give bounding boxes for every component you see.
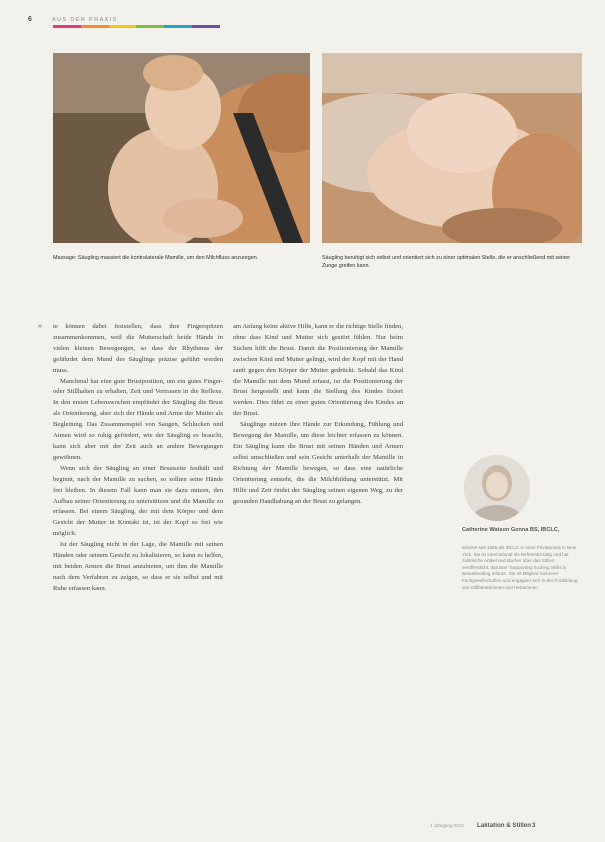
color-bar	[53, 25, 220, 28]
color-bar-segment	[81, 25, 109, 28]
caption-left: Massage: Säugling massiert die kontralaterale Mamille, um den Milchfluss anzuregen.	[53, 255, 259, 261]
color-bar-segment	[192, 25, 220, 28]
paragraph: Manchmal hat eine gute Brustposition, um ein gutes Finger- oder Stillhalten zu erhalten, Zeit und Vertrauen in die Reflexe. In den ersten Lebenswochen empfindet der Säugling die Brust als Orientierung, aber sich der Hände und Arme der Mutter als Begleitung. Das Zusammenspiel von Saugen, Schlucken und Atmen wird so ruhig gefördert, wie der Säugling es braucht, kann sich aber mit der Zeit auch an andere Bewegungen gewöhnen.	[53, 377, 223, 461]
paragraph: Säuglinge nutzen ihre Hände zur Erkundung, Fühlung und Bewegung der Mamille, um diese leichter erfassen zu können. Ein Säugling kann die Brust mit seinen Händen und Armen selbst umschließen und sein Gesicht unterhalb der Mamille in Richtung der Mamille bewegen, so dass eine natürliche Orientierung entsteht, die die Milchbildung unterstützt. Mit Hilfe und Zeit findet der Säugling seinen eigenen Weg, zu der gesunden Handhabung an der Brust zu gelangen.	[233, 421, 403, 505]
paragraph: ie können dabei feststellen, dass ihre Fingerspitzen zusammenkommen, weil die Mutterschaft beide Hände in vielen kleinen Bewegungen, so dass der Rhythmus der gefährdet dem Mund des Säuglings präzise geführt werden muss.	[53, 323, 223, 374]
author-bio: arbeitet seit 1985 als IBCLC in einer Privatpraxis in New York. Sie ist international als Referentin tätig und hat zahlreiche Artikel und Bücher über das Stillen veröffentlicht, darunter 'Supporting Sucking Skills in Breastfeeding Infants'. Sie ist Mitglied mehrerer Fachgesellschaften und engagiert sich in der Fortbildung von Stillberaterinnen und Hebammen.	[462, 545, 578, 590]
page-number: 6	[28, 16, 32, 23]
article-column-2	[233, 322, 403, 822]
caption-right: Säugling beruhigt sich selbst und orientiert sich zu einer optimalen Stelle, die er anschließend mit seiner Zunge greifen kann.	[322, 255, 571, 269]
paragraph: am Anfang keine aktive Hilfe, kann er die richtige Stelle finden, ohne dass Kind und Mutter sich gestört fühlen. Nur beim Suchen hilft die Brust. Damit die Positionierung der Mamille zwischen Kind und Mutter gelingt, wird der Kopf mit der Hand sanft gegen den Körper der Mutter gedrückt. Sobald das Kind die Mamille mit dem Mund erfasst, ist die Positionierung der Brust hergestellt und kann die Stellung des Kindes fixiert werden. Dies führt zu einer guten Orientierung des Kindes an der Brust.	[233, 323, 403, 418]
article-column-1	[53, 322, 223, 822]
photo-baby-massage	[53, 53, 310, 243]
page-footer	[430, 822, 590, 832]
section-label: AUS DER PRAXIS	[52, 17, 118, 23]
paragraph-marker: »	[38, 323, 42, 330]
author-name: Catherine Watson Genna BS, IBCLC,	[462, 527, 560, 533]
color-bar-segment	[109, 25, 137, 28]
footer-issue: 1 Jahrgang 2014	[430, 823, 464, 828]
paragraph: Wenn sich der Säugling an einer Brustseite festhält und beginnt, nach der Mamille zu suchen, so sollten seine Hände frei bleiben. In diesem Fall kann man sie dazu nutzen, den Aufbau seiner Orientierung zu unterstützen und die Mamille zu erfassen. Bei einem Säugling, der mit dem Körper und dem Gesicht der Mutter in Kontakt ist, ist der Kopf so frei wie möglich.	[53, 464, 223, 538]
footer-page-number: 3	[532, 822, 536, 829]
color-bar-segment	[136, 25, 164, 28]
paragraph: Ist der Säugling nicht in der Lage, die Mamille mit seinen Händen oder seinem Gesicht zu lokalisieren, so kann es helfen, mit beiden Armen die Brust anzubieten, um ihm die Mamille nach dem Verfahren zu zeigen, so dass er sie selbst und mit Ruhe erfassen kann.	[53, 541, 223, 592]
color-bar-segment	[53, 25, 81, 28]
photo-baby-orienting	[322, 53, 582, 243]
footer-magazine: Laktation & Stillen	[477, 822, 531, 829]
author-portrait	[464, 455, 530, 521]
color-bar-segment	[164, 25, 192, 28]
